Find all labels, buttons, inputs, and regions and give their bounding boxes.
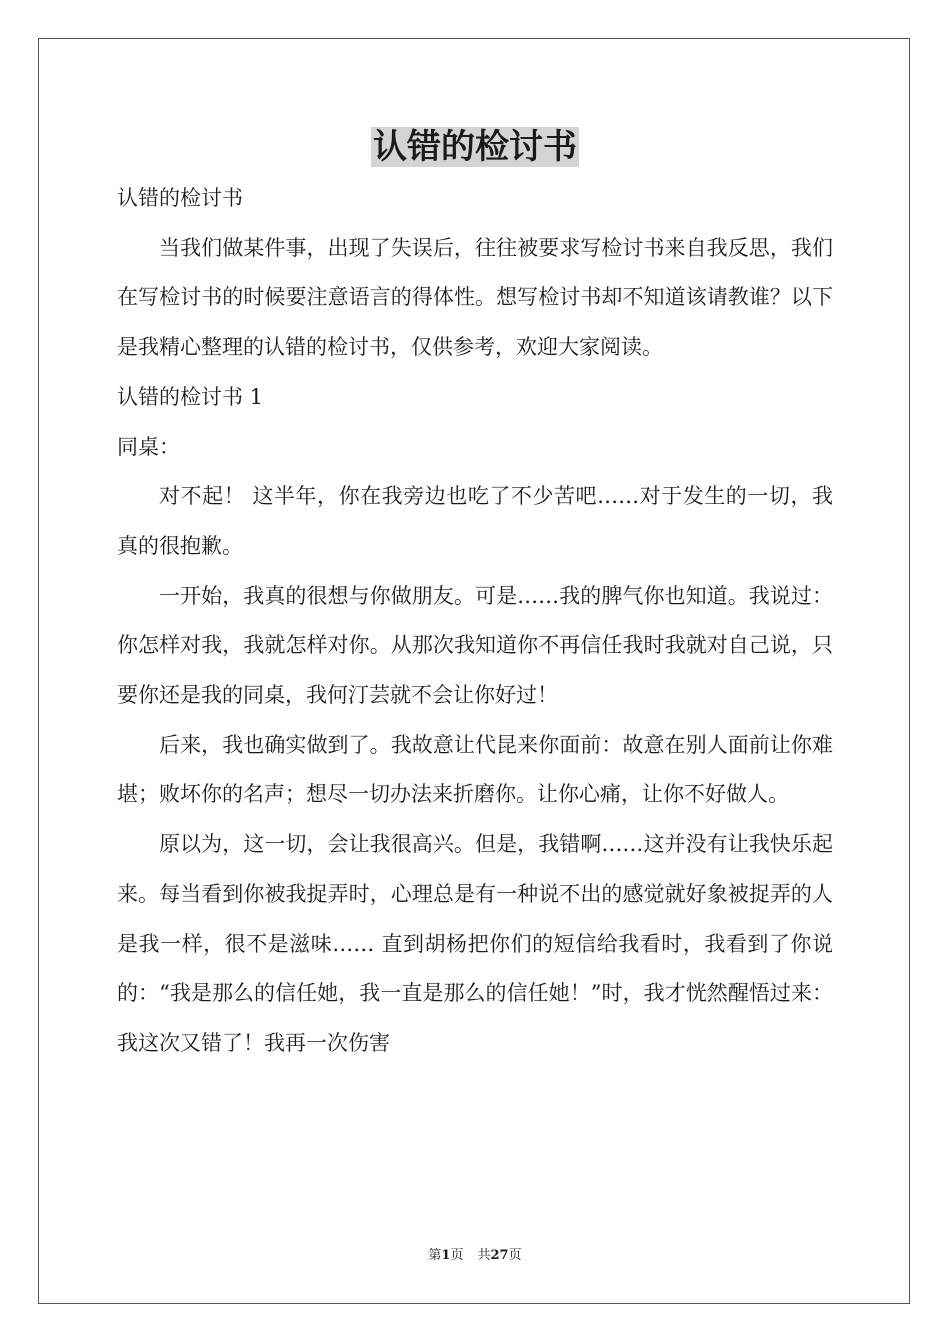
page-number: 1 (441, 1248, 451, 1263)
total-label-suffix: 页 (508, 1248, 522, 1263)
document-subtitle: 认错的检讨书 (117, 186, 243, 210)
intro-paragraph: 当我们做某件事，出现了失误后，往往被要求写检讨书来自我反思，我们在写检讨书的时候要注意语言的得体性。想写检讨书却不知道该请教谁？以下是我精心整理的认错的检讨书，仅供参考，欢迎大家阅读。 (117, 235, 833, 360)
document-title (0, 124, 950, 170)
page-label-prefix: 第 (428, 1248, 442, 1263)
body-paragraph-2: 一开始，我真的很想与你做朋友。可是……我的脾气你也知道。我说过：你怎样对我，我就怎样对你。从那次我知道你不再信任我时我就对自己说，只要你还是我的同桌，我何汀芸就不会让你好过！ (117, 583, 833, 708)
body-paragraph-4: 原以为，这一切，会让我很高兴。但是，我错啊……这并没有让我快乐起来。每当看到你被我捉弄时，心理总是有一种说不出的感觉就好象被捉弄的人是我一样，很不是滋味…… 直到胡杨把你们的短信给我看时，我看到了你说的：“我是那么的信任她，我一直是那么的信任她！”时，我才恍然醒悟过来：我这次又错了！我再一次伤害 (117, 832, 833, 1055)
total-label-prefix: 共 (477, 1248, 491, 1263)
salutation: 同桌： (117, 434, 180, 459)
section-heading: 认错的检讨书 1 (117, 384, 264, 409)
document-body (117, 174, 833, 1069)
total-pages: 27 (490, 1248, 509, 1263)
document-title-text: 认错的检讨书 (373, 127, 577, 167)
body-paragraph-1: 对不起！ 这半年，你在我旁边也吃了不少苦吧……对于发生的一切，我真的很抱歉。 (117, 484, 833, 558)
page-footer (0, 1246, 950, 1266)
page-label-suffix: 页 (450, 1248, 464, 1263)
body-paragraph-3: 后来，我也确实做到了。我故意让代昆来你面前：故意在别人面前让你难堪；败坏你的名声；想尽一切办法来折磨你。让你心痛，让你不好做人。 (117, 732, 833, 807)
